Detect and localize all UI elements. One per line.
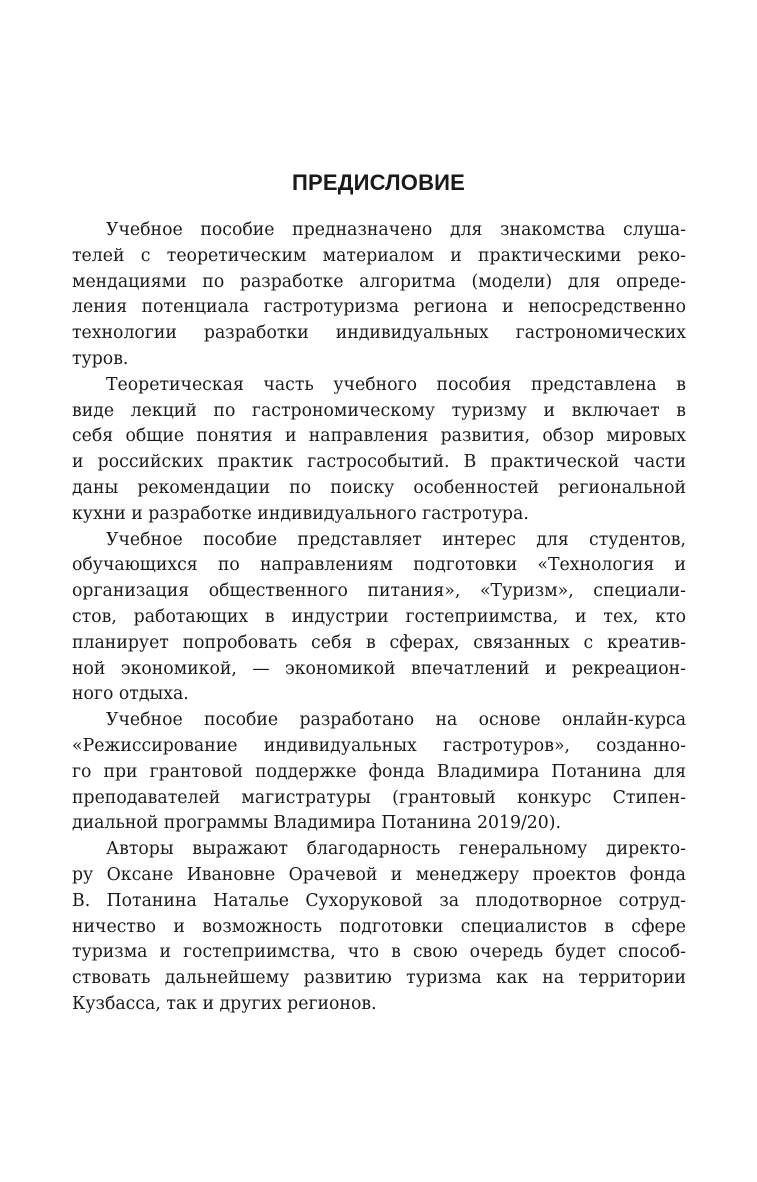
text-line: Учебное пособие предназначено для знакомства слуша- — [106, 220, 686, 240]
text-line: себя общие понятия и направления развития, обзор мировых — [72, 426, 686, 447]
paragraph — [72, 837, 686, 1018]
paragraph — [72, 218, 686, 373]
text-line: ничество и возможность подготовки специалистов в сфере — [72, 916, 686, 937]
text-line: виде лекций по гастрономическому туризму и включает в — [72, 400, 686, 421]
text-line: стов, работающих в индустрии гостеприимства, и тех, кто — [72, 606, 686, 627]
text-line: обучающихся по направлениям подготовки «Технология и — [72, 555, 686, 576]
paragraph — [72, 373, 686, 528]
text-line: ствовать дальнейшему развитию туризма как на территории — [72, 968, 686, 989]
text-line: Учебное пособие представляет интерес для студентов, — [106, 529, 686, 550]
text-line: ной экономикой, — экономикой впечатлений и рекреацион- — [72, 658, 686, 679]
text-line: телей с теоретическим материалом и практическими реко- — [72, 245, 686, 266]
text-line: Учебное пособие разработано на основе онлайн-курса — [106, 710, 686, 731]
text-line: «Режиссирование индивидуальных гастротуров», созданно- — [72, 735, 686, 756]
text-line: ру Оксане Ивановне Орачевой и менеджеру проектов фонда — [72, 864, 686, 885]
text-line: диальной программы Владимира Потанина 2019/20). — [72, 813, 561, 834]
text-line: туров. — [72, 348, 129, 369]
text-line: планирует попробовать себя в сферах, связанных с креатив- — [72, 632, 686, 653]
text-line: го при грантовой поддержке фонда Владимира Потанина для — [72, 761, 686, 782]
text-line: Кузбасса, так и других регионов. — [72, 993, 377, 1014]
text-line: В. Потанина Наталье Сухоруковой за плодотворное сотруд- — [72, 890, 686, 911]
text-line: туризма и гостеприимства, что в свою очередь будет способ- — [72, 942, 686, 963]
text-line: Теоретическая часть учебного пособия представлена в — [106, 374, 686, 395]
page-title: ПРЕДИСЛОВИЕ — [291, 170, 466, 195]
text-line: преподавателей магистратуры (грантовый конкурс Стипен- — [72, 787, 686, 808]
text-line: технологии разработки индивидуальных гастрономических — [72, 323, 686, 344]
text-line: даны рекомендации по поиску особенностей региональной — [72, 477, 686, 498]
text-line: мендациями по разработке алгоритма (модели) для опреде- — [72, 271, 686, 292]
text-line: ления потенциала гастротуризма региона и непосредственно — [72, 297, 686, 318]
paragraph — [72, 708, 686, 837]
paragraph — [72, 528, 686, 709]
text-line: Авторы выражают благодарность генеральному директо- — [106, 839, 686, 860]
text-line: и российских практик гастрособытий. В практической части — [72, 452, 686, 473]
preface-body — [72, 218, 686, 1018]
text-line: ного отдыха. — [72, 684, 189, 705]
text-line: кухни и разработке индивидуального гастротура. — [72, 503, 529, 524]
text-line: организация общественного питания», «Туризм», специали- — [72, 581, 686, 602]
